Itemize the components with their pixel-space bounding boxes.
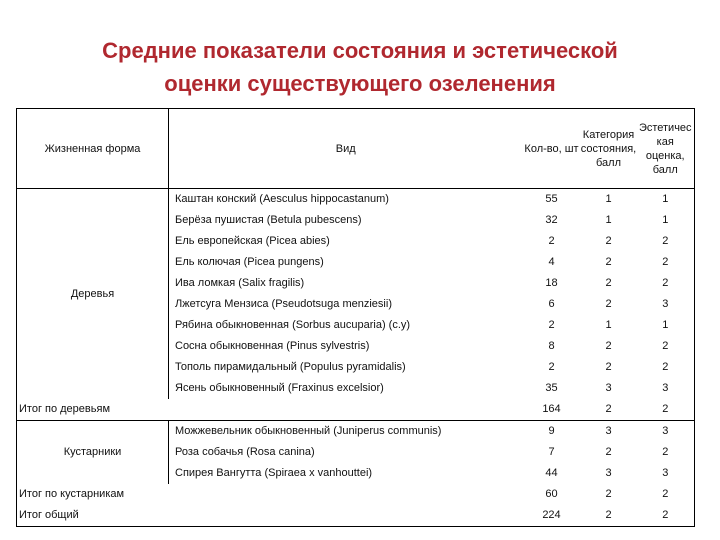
- header-count: Кол-во, шт: [523, 109, 581, 189]
- group-trees: Деревья: [17, 189, 169, 400]
- species-cell: Лжетсуга Мензиса (Pseudotsuga menziesii): [169, 294, 523, 315]
- species-cell: Рябина обыкновенная (Sorbus aucuparia) (с.у): [169, 315, 523, 336]
- count-cell: 8: [548, 340, 555, 352]
- aesthetic-cell: 2: [637, 231, 695, 252]
- count-cell: 7: [548, 446, 555, 458]
- category-cell: 1: [605, 214, 612, 226]
- header-aesthetic: Эстетичес кая оценка, балл: [637, 109, 695, 189]
- count-cell: 9: [548, 425, 555, 437]
- category-cell: 3: [605, 467, 612, 479]
- count-cell: 6: [548, 298, 555, 310]
- grand-total-row-category: 2: [581, 505, 637, 527]
- trees-total-row-count: 164: [523, 399, 581, 421]
- aesthetic-cell: 1: [637, 189, 695, 211]
- count-cell: 18: [545, 277, 558, 289]
- aesthetic-cell: 3: [637, 294, 695, 315]
- header-life-form: Жизненная форма: [17, 109, 169, 189]
- shrubs-total-row: [17, 484, 695, 505]
- shrubs-total-row-label: Итог по кустарникам: [17, 484, 523, 505]
- species-cell: Тополь пирамидальный (Populus pyramidalis): [169, 357, 523, 378]
- trees-total-row-category: 2: [581, 399, 637, 421]
- aesthetic-cell: 2: [637, 357, 695, 378]
- species-cell: Берёза пушистая (Betula pubescens): [169, 210, 523, 231]
- species-cell: Ель европейская (Picea abies): [169, 231, 523, 252]
- aesthetic-cell: 1: [637, 315, 695, 336]
- category-cell: 2: [605, 340, 612, 352]
- group-shrubs: Кустарники: [17, 421, 169, 485]
- species-cell: Можжевельник обыкновенный (Juniperus communis): [169, 421, 523, 443]
- trees-total-row: [17, 399, 695, 421]
- category-cell: 2: [605, 235, 612, 247]
- table-row: [17, 189, 695, 211]
- category-cell: 1: [605, 193, 612, 205]
- species-cell: Роза собачья (Rosa canina): [169, 442, 523, 463]
- trees-total-row-label: Итог по деревьям: [17, 399, 523, 421]
- grand-total-row: [17, 505, 695, 527]
- shrubs-total-row-category: 2: [605, 488, 612, 500]
- grand-total-row-label: Итог общий: [17, 505, 523, 527]
- count-cell: 2: [548, 361, 555, 373]
- header-row: [17, 109, 695, 189]
- aesthetic-cell: 3: [637, 463, 695, 484]
- count-cell: 2: [548, 235, 555, 247]
- title-line-2: оценки существующего озеленения: [164, 71, 556, 96]
- grand-total-row-count: 224: [523, 505, 581, 527]
- aesthetic-cell: 1: [637, 210, 695, 231]
- aesthetic-cell: 3: [637, 378, 695, 399]
- count-cell: 35: [545, 382, 558, 394]
- page-title: [0, 34, 720, 100]
- count-cell: 44: [545, 467, 558, 479]
- count-cell: 2: [548, 319, 555, 331]
- grand-total-row-aesthetic: 2: [637, 505, 695, 527]
- title-line-1: Средние показатели состояния и эстетической: [102, 38, 618, 63]
- species-cell: Ясень обыкновенный (Fraxinus excelsior): [169, 378, 523, 399]
- count-cell: 4: [548, 256, 555, 268]
- header-species: Вид: [169, 109, 523, 189]
- species-cell: Ива ломкая (Salix fragilis): [169, 273, 523, 294]
- category-cell: 3: [605, 382, 612, 394]
- aesthetic-cell: 2: [637, 273, 695, 294]
- category-cell: 2: [605, 256, 612, 268]
- header-category: Категория состояния, балл: [581, 109, 637, 189]
- category-cell: 3: [605, 425, 612, 437]
- count-cell: 55: [545, 193, 558, 205]
- aesthetic-cell: 2: [637, 442, 695, 463]
- greenery-table: [16, 108, 695, 527]
- species-cell: Каштан конский (Aesculus hippocastanum): [169, 189, 523, 211]
- category-cell: 2: [605, 298, 612, 310]
- table-row: [17, 421, 695, 443]
- count-cell: 32: [545, 214, 558, 226]
- aesthetic-cell: 2: [637, 336, 695, 357]
- trees-total-row-aesthetic: 2: [637, 399, 695, 421]
- shrubs-total-row-aesthetic: 2: [637, 484, 695, 505]
- category-cell: 1: [605, 319, 612, 331]
- category-cell: 2: [605, 446, 612, 458]
- category-cell: 2: [605, 361, 612, 373]
- category-cell: 2: [605, 277, 612, 289]
- species-cell: Ель колючая (Picea pungens): [169, 252, 523, 273]
- species-cell: Спирея Вангутта (Spiraea x vanhouttei): [169, 463, 523, 484]
- shrubs-total-row-count: 60: [545, 488, 558, 500]
- species-cell: Сосна обыкновенная (Pinus sylvestris): [169, 336, 523, 357]
- aesthetic-cell: 2: [637, 252, 695, 273]
- aesthetic-cell: 3: [637, 421, 695, 443]
